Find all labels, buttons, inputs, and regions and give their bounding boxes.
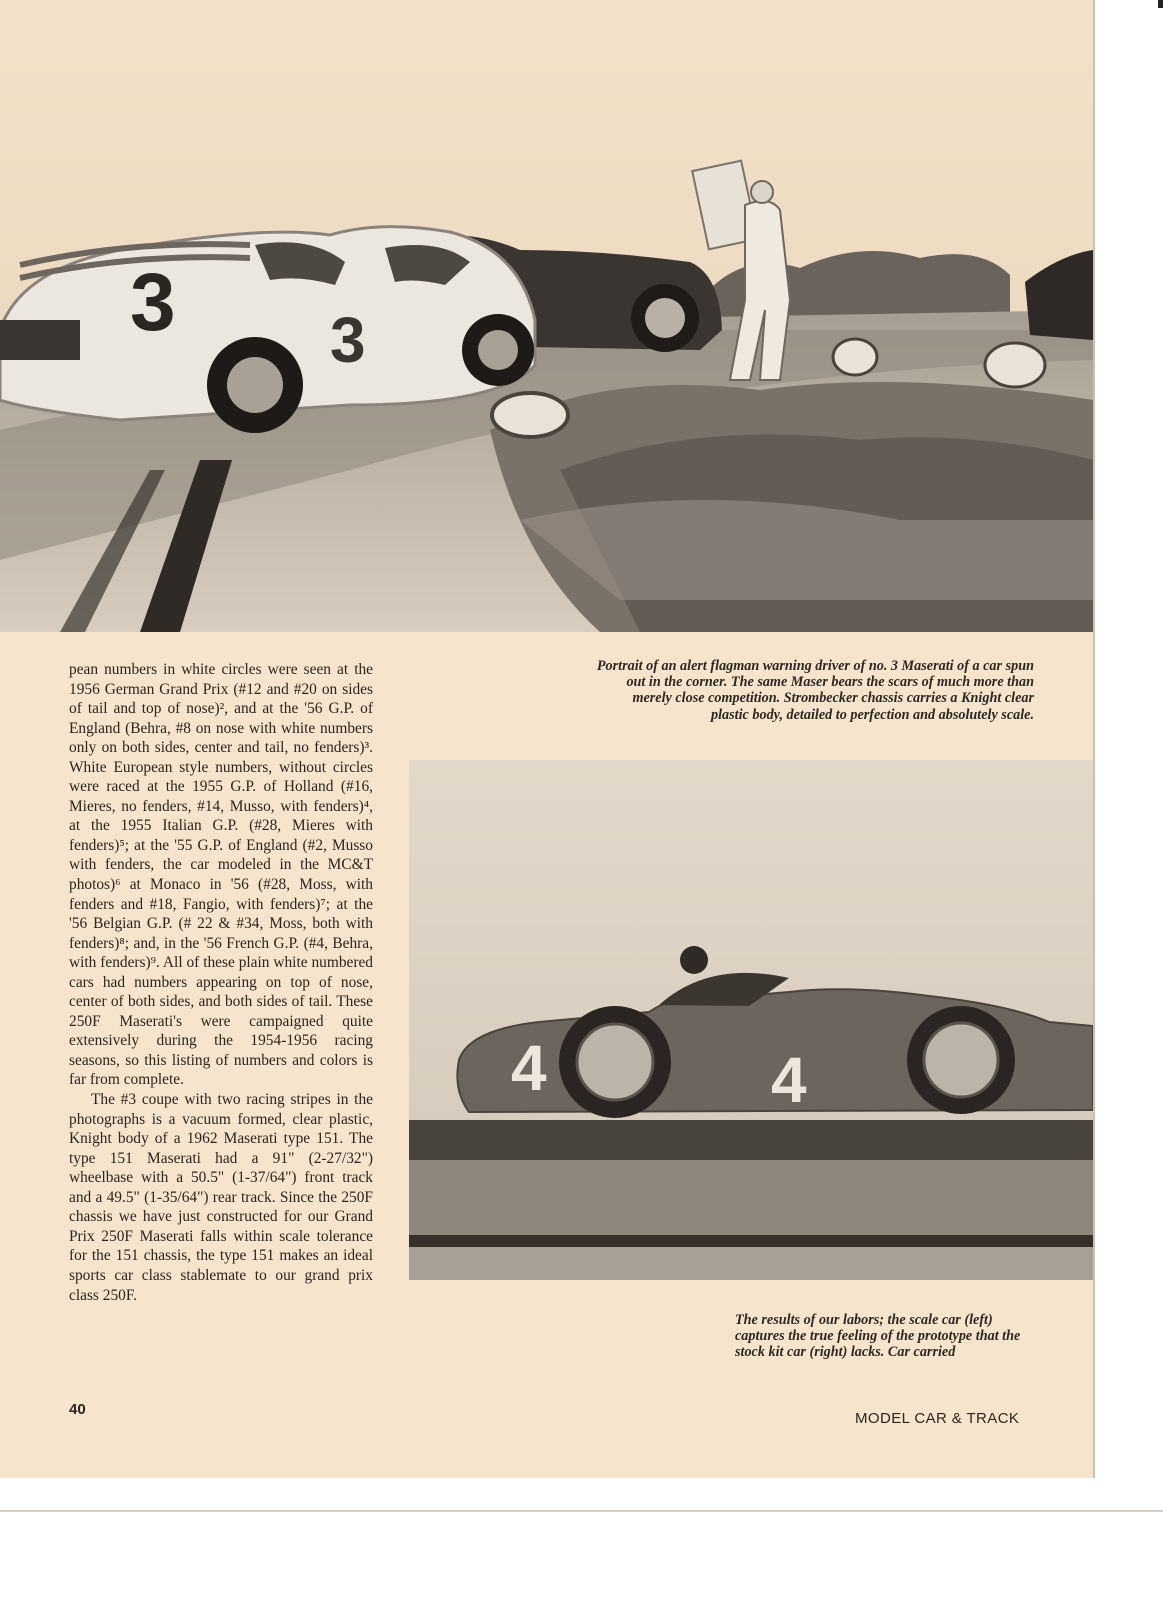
magazine-title: MODEL CAR & TRACK (855, 1410, 1020, 1427)
scan-edge-bottom (0, 1510, 1163, 1512)
bottom-photo-caption: The results of our labors; the scale car (left) captures the true feeling of the prototype that the stock kit car (right) lacks. Car carried (735, 1312, 1021, 1361)
scan-corner-mark (1158, 0, 1163, 8)
top-photo-caption: Portrait of an alert flagman warning driver of no. 3 Maserati of a car spun out in the corner. The same Maser bears the scars of much more than merely close competition. Strombecker chassis carries a Knight clear plastic body, detailed to perfection and absolutely scale. (596, 658, 1034, 723)
article-body-column (69, 660, 373, 1305)
car-number-3-tail: 3 (130, 257, 176, 348)
car-number-4-nose: 4 (511, 1032, 547, 1104)
car-number-4-side: 4 (771, 1044, 807, 1116)
page-edge-right (1093, 0, 1095, 1478)
top-photo-flagman-scene (0, 0, 1093, 632)
article-paragraph: pean numbers in white circles were seen at the 1956 German Grand Prix (#12 and #20 on sides of tail and top of nose)², and at the '56 G.P. of England (Behra, #8 on nose with white numbers only on both sides, center and tail, no fenders)³. White European style numbers, without circles were raced at the 1955 G.P. of Holland (#16, Mieres, no fenders, #14, Musso, with fenders)⁴, at the 1955 Italian G.P. (#28, Mieres with fenders)⁵; at the '55 G.P. of England (#2, Musso with fenders, the car modeled in the MC&T photos)⁶ at Monaco in '56 (#28, Moss, with fenders and #18, Fangio, with fenders)⁷; at the '56 Belgian G.P. (# 22 & #34, Moss, both with fenders)⁸; and, in the '56 French G.P. (#4, Behra, with fenders)⁹. All of these plain white numbered cars had numbers appearing on top of nose, center of both sides, and both sides of tail. These 250F Maserati's were campaigned quite extensively during the 1954-1956 racing seasons, so this listing of numbers and colors is far from complete. (69, 661, 373, 1089)
page-number: 40 (69, 1401, 86, 1418)
bottom-photo-maserati-250f (409, 760, 1093, 1280)
article-paragraph: The #3 coupe with two racing stripes in the photographs is a vacuum formed, clear plastic, Knight body of a 1962 Maserati type 151. The type 151 Maserati had a 91" (2-27/32") wheelbase with a 50.5" (1-37/64") front track and a 49.5" (1-35/64") rear track. Since the 250F chassis we have just constructed for our Grand Prix 250F Maserati falls within scale tolerance for the 151 chassis, the type 151 makes an ideal sports car class stablemate to our grand prix class 250F. (69, 1091, 373, 1304)
car-number-3-side: 3 (330, 304, 366, 376)
